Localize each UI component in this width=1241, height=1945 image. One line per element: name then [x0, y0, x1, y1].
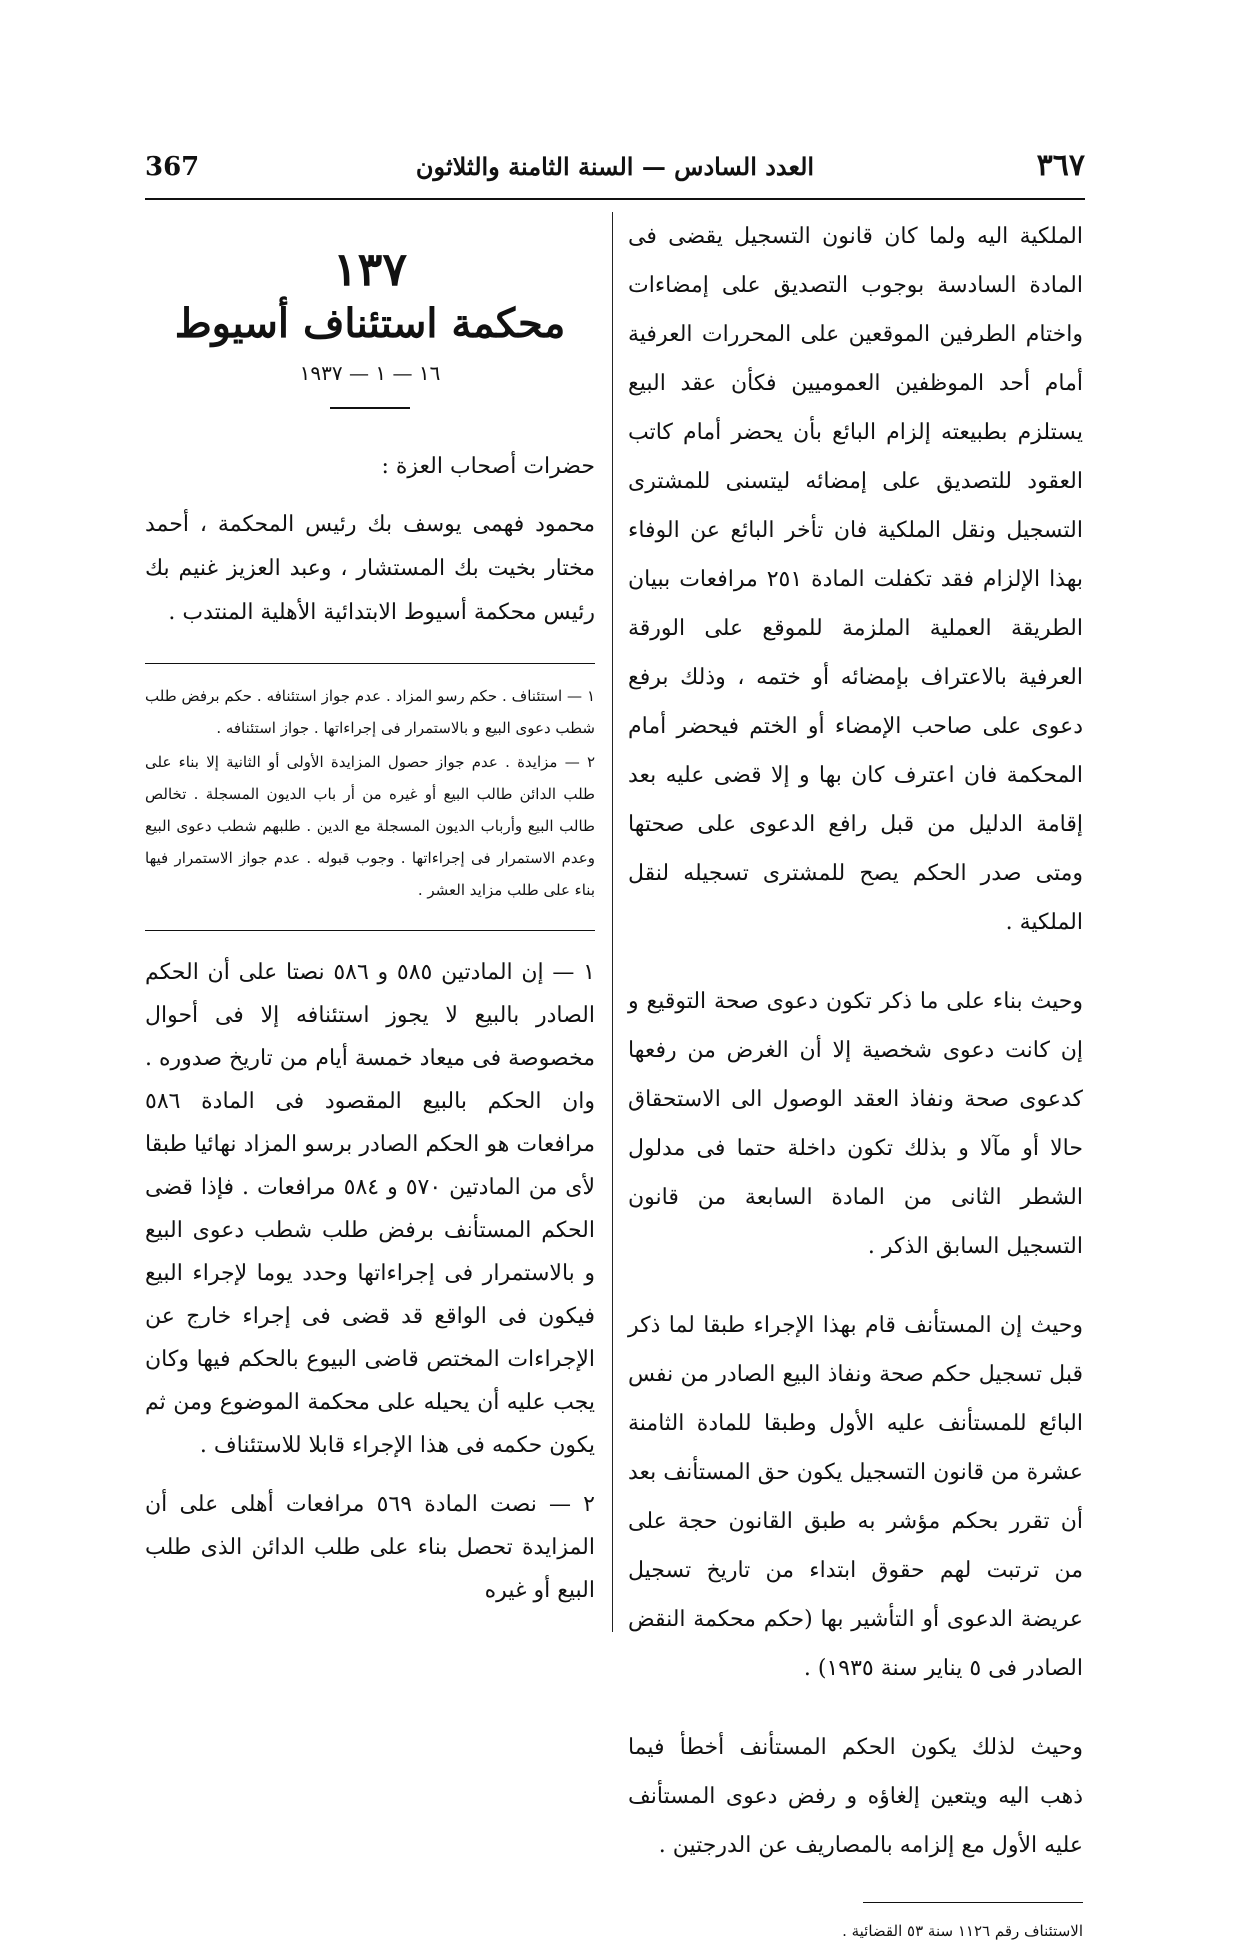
page-number-latin: 367 [145, 152, 200, 182]
footnote-rule [863, 1902, 1083, 1903]
body-paragraph: وحيث إن المستأنف قام بهذا الإجراء طبقا لما ذكر قبل تسجيل حكم صحة ونفاذ البيع الصادر من نفس البائع للمستأنف عليه الأول وطبقا للمادة الثامنة عشرة من قانون التسجيل يكون حق المستأنف بعد أن تقرر بحكم مؤشر به طبق القانون حجة على من ترتبت لهم حقوق ابتداء من تاريخ تسجيل عريضة الدعوى أو التأشير بها (حكم محكمة النقض الصادر فى ٥ يناير سنة ١٩٣٥) . [628, 1313, 1083, 1681]
summary-item: ١ — استئناف . حكم رسو المزاد . عدم جواز استئنافه . حكم برفض طلب شطب دعوى البيع و بالاستمرار فى إجراءاتها . جواز استئنافه . [145, 687, 595, 737]
page-header [145, 148, 1085, 192]
judgment-date: ١٦ — ١ — ١٩٣٧ [299, 361, 441, 385]
court-name: محكمة استئناف أسيوط [174, 300, 566, 347]
judges-list: محمود فهمى يوسف بك رئيس المحكمة ، أحمد مختار بخيت بك المستشار ، وعبد العزيز غنيم بك رئيس محكمة أسيوط الابتدائية الأهلية المنتدب . [145, 512, 595, 625]
right-column [145, 212, 595, 1612]
present-label: حضرات أصحاب العزة : [381, 454, 595, 479]
body-paragraph: وحيث لذلك يكون الحكم المستأنف أخطأ فيما ذهب اليه ويتعين إلغاؤه و رفض دعوى المستأنف عليه الأول مع إلزامه بالمصاريف عن الدرجتين . [628, 1735, 1083, 1858]
summary-item: ٢ — مزايدة . عدم جواز حصول المزايدة الأولى أو الثانية إلا بناء على طلب الدائن طالب البيع أو غيره من أر باب الديون المسجلة . تخالص طالب البيع وأرباب الديون المسجلة مع الدين . طلبهم شطب دعوى البيع وعدم الاستمرار فى إجراءاتها . وجوب قبوله . عدم جواز الاستمرار فيها بناء على طلب مزايد العشر . [145, 753, 595, 899]
page-number-arabic: ٣٦٧ [1036, 148, 1085, 183]
principle-paragraph: ١ — إن المادتين ٥٨٥ و ٥٨٦ نصتا على أن الحكم الصادر بالبيع لا يجوز استئنافه إلا فى أحوال مخصوصة فى ميعاد خمسة أيام من تاريخ صدوره . وان الحكم بالبيع المقصود فى المادة ٥٨٦ مرافعات هو الحكم الصادر برسو المزاد نهائيا طبقا لأى من المادتين ٥٧٠ و ٥٨٤ مرافعات . فإذا قضى الحكم المستأنف برفض طلب شطب دعوى البيع و بالاستمرار فى إجراءاتها وحدد يوما لإجراء البيع فيكون فى الواقع قد قضى فى إجراء خارج عن الإجراءات المختص قاضى البيوع بالحكم فيها وكان يجب عليه أن يحيله على محكمة الموضوع ومن ثم يكون حكمه فى هذا الإجراء قابلا للاستئناف . [145, 960, 595, 1458]
summary-bottom-rule [145, 930, 595, 931]
principle-paragraph: ٢ — نصت المادة ٥٦٩ مرافعات أهلى على أن المزايدة تحصل بناء على طلب الدائن الذى طلب البيع أو غيره [145, 1492, 595, 1603]
body-paragraph: الملكية اليه ولما كان قانون التسجيل يقضى فى المادة السادسة بوجوب التصديق على إمضاءات واختام الطرفين الموقعين على المحررات العرفية أمام أحد الموظفين العموميين فكأن عقد البيع يستلزم بطبيعته إلزام البائع بأن يحضر أمام كاتب العقود للتصديق على إمضائه ليتسنى للمشترى التسجيل ونقل الملكية فان تأخر البائع عن الوفاء بهذا الإلزام فقد تكفلت المادة ٢٥١ مرافعات ببيان الطريقة العملية الملزمة للموقع على الورقة العرفية بالاعتراف بإمضائه أو ختمه ، وذلك برفع دعوى على صاحب الإمضاء أو الختم فيحضر أمام المحكمة فان اعترف كان بها و إلا قضى عليه بعد إقامة الدليل من قبل رافع الدعوى على صحتها ومتى صدر الحكم يصح للمشترى تسجيله لنقل الملكية . [628, 224, 1083, 935]
summary-top-rule [145, 663, 595, 664]
column-divider [612, 212, 613, 1632]
footnote: الاستئناف رقم ١١٢٦ سنة ٥٣ القضائية . [842, 1922, 1083, 1940]
running-title: العدد السادس — السنة الثامنة والثلاثون [415, 152, 815, 181]
body-paragraph: وحيث بناء على ما ذكر تكون دعوى صحة التوقيع و إن كانت دعوى شخصية إلا أن الغرض من رفعها كدعوى صحة ونفاذ العقد الوصول الى الاستحقاق حالا أو مآلا و بذلك تكون داخلة حتما فى مدلول الشطر الثانى من المادة السابعة من قانون التسجيل السابق الذكر . [628, 989, 1083, 1259]
case-number: ١٣٧ [332, 242, 408, 296]
left-column [628, 212, 1083, 1945]
heading-rule [330, 407, 410, 409]
header-rule [145, 198, 1085, 200]
